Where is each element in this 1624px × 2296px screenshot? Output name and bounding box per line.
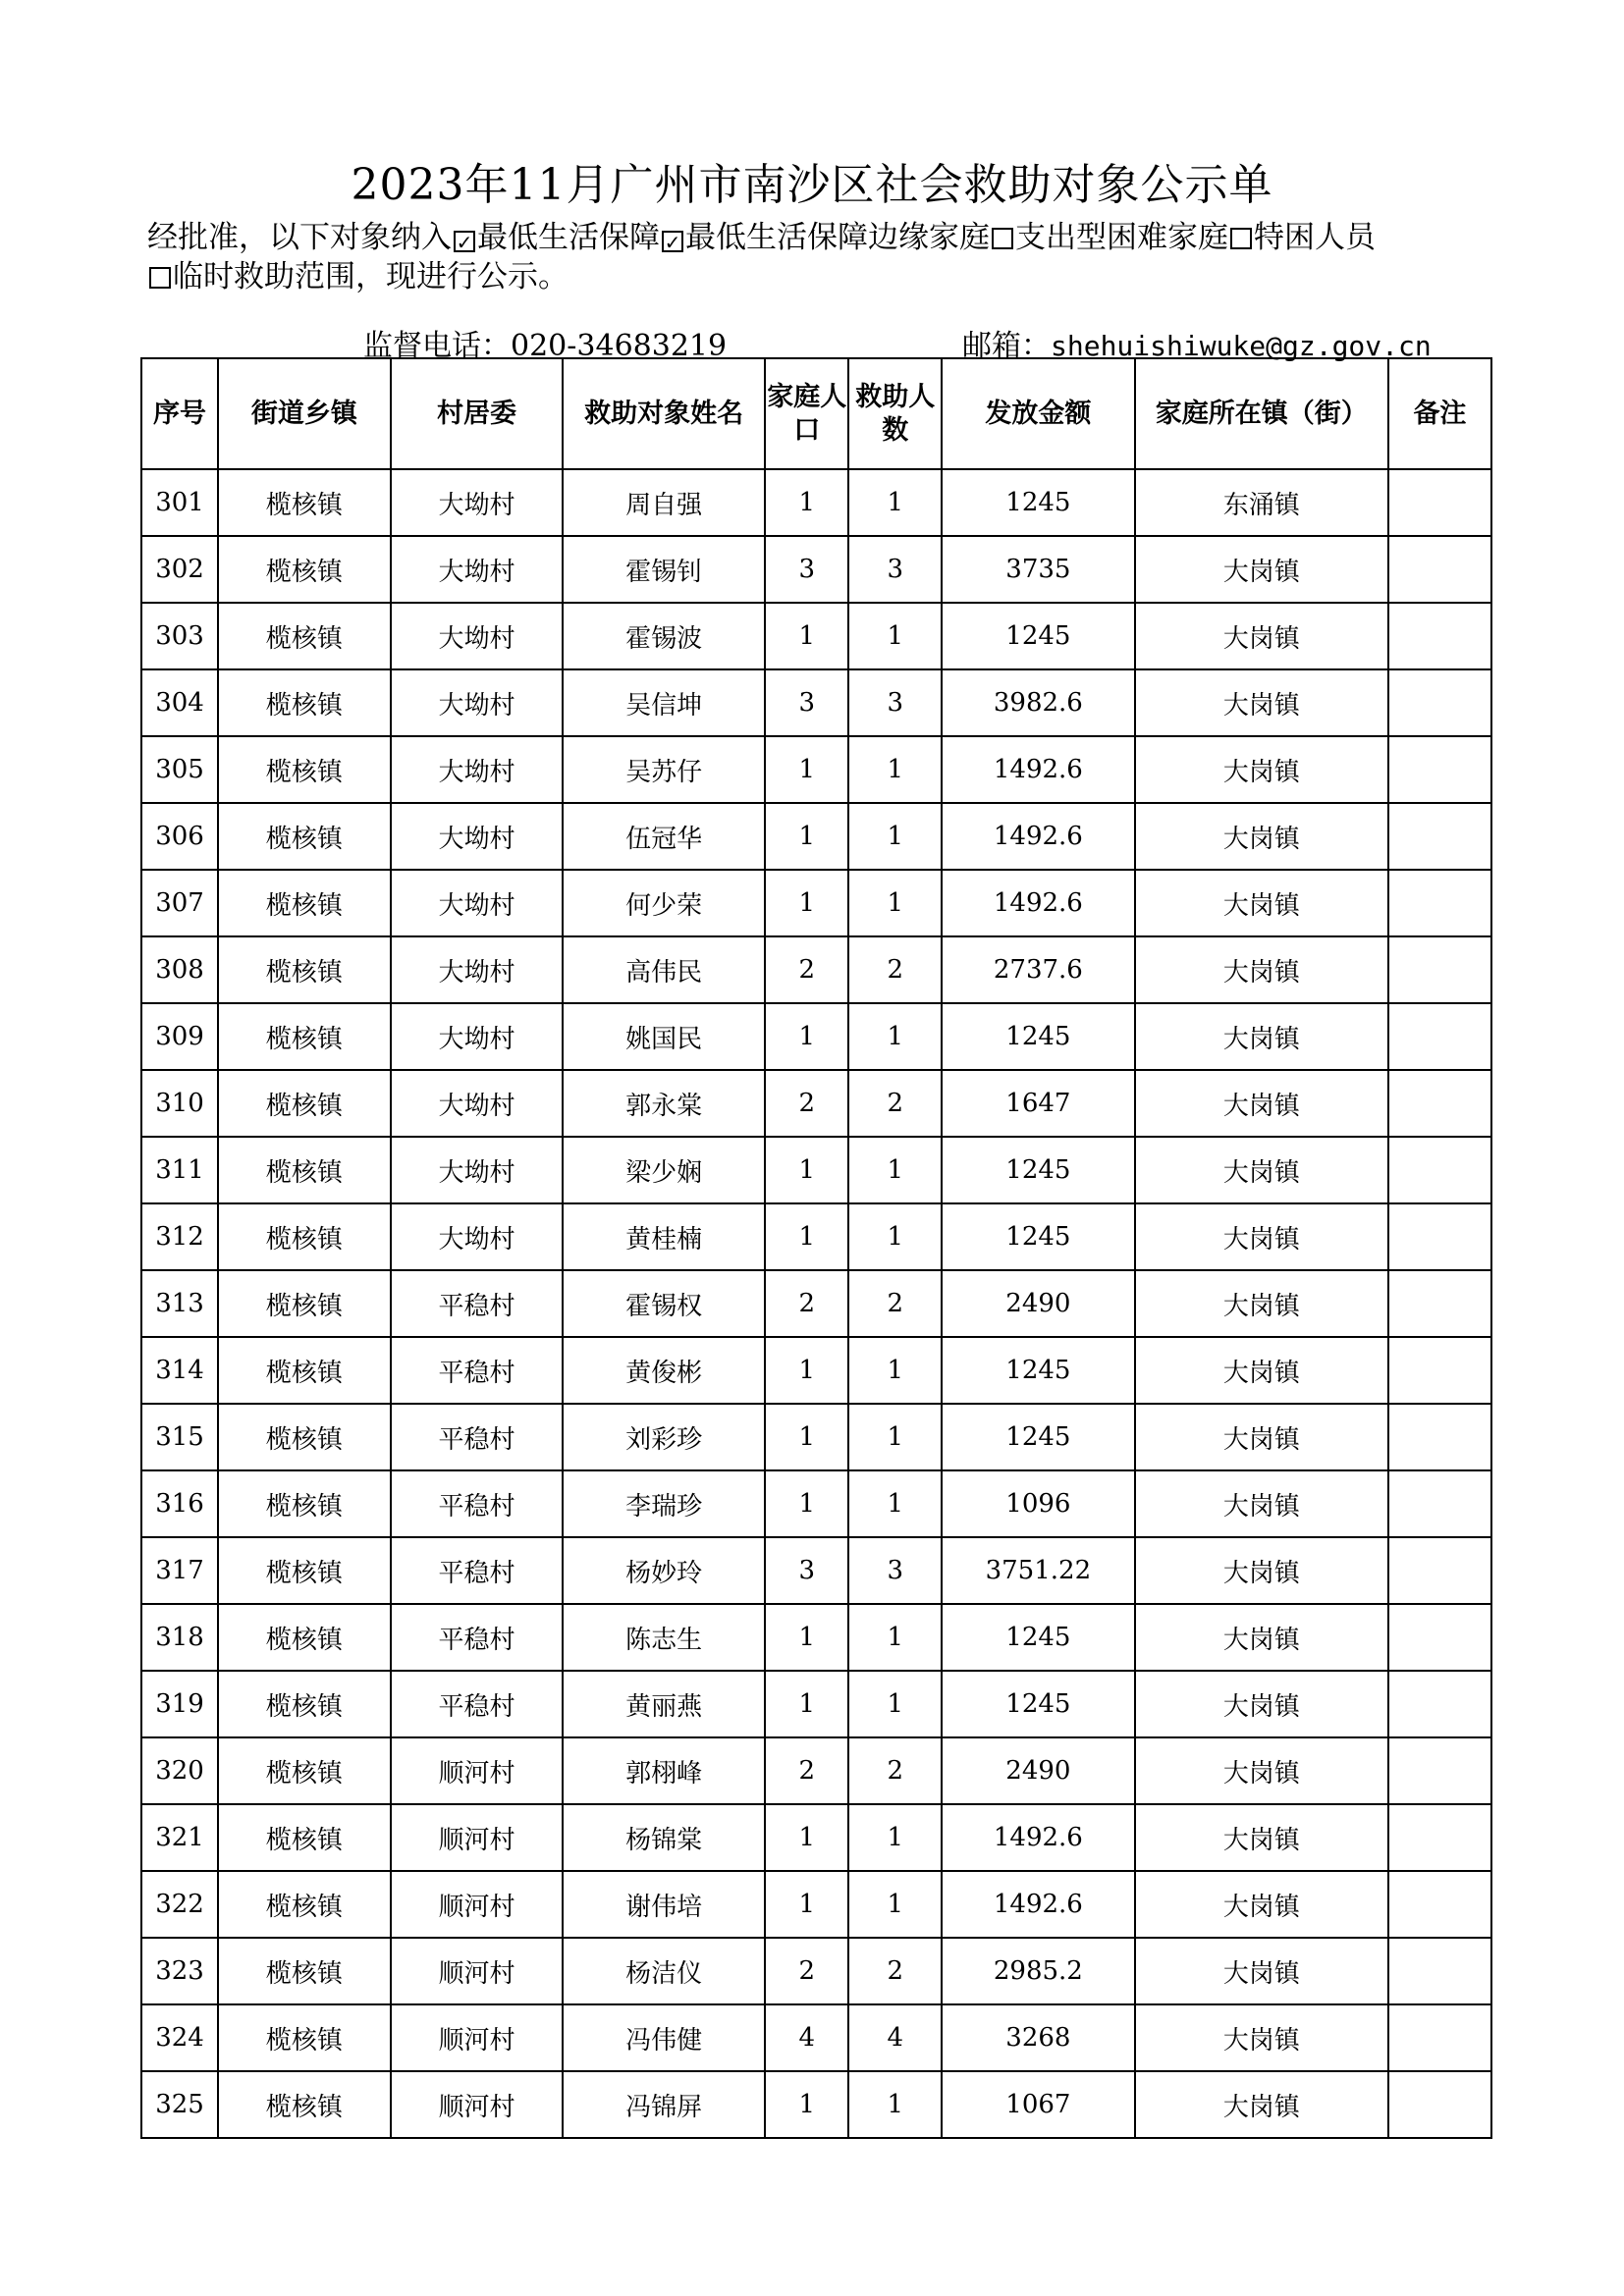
cell-amount: 1245	[942, 1203, 1135, 1270]
cell-amount: 1245	[942, 1604, 1135, 1671]
cell-home-town: 大岗镇	[1135, 1737, 1388, 1804]
cell-subdistrict: 榄核镇	[218, 536, 391, 603]
cell-village: 大坳村	[391, 669, 564, 736]
cell-remarks	[1388, 603, 1491, 669]
cell-household-size: 1	[765, 803, 849, 870]
table-row	[141, 1270, 1491, 1337]
cell-household-size: 2	[765, 936, 849, 1003]
cell-household-size: 1	[765, 1137, 849, 1203]
cell-serial: 310	[141, 1070, 218, 1137]
table-header-row	[141, 358, 1491, 469]
cell-village: 平稳村	[391, 1604, 564, 1671]
cell-subdistrict: 榄核镇	[218, 669, 391, 736]
cell-recipient-name: 陈志生	[563, 1604, 765, 1671]
cell-household-size: 3	[765, 1537, 849, 1604]
cell-remarks	[1388, 1470, 1491, 1537]
table-row	[141, 669, 1491, 736]
cell-amount: 2737.6	[942, 936, 1135, 1003]
cell-remarks	[1388, 2071, 1491, 2138]
cell-remarks	[1388, 1671, 1491, 1737]
notice-suffix: 范围，现进行公示。	[295, 259, 568, 294]
cell-amount: 1245	[942, 1337, 1135, 1404]
cell-village: 大坳村	[391, 1003, 564, 1070]
table-row	[141, 1203, 1491, 1270]
cell-aided-count: 1	[848, 1871, 942, 1938]
cell-home-town: 大岗镇	[1135, 1137, 1388, 1203]
cell-aided-count: 1	[848, 1804, 942, 1871]
header-aided-count: 救助人数	[848, 358, 942, 469]
table-row	[141, 870, 1491, 936]
cell-subdistrict: 榄核镇	[218, 1003, 391, 1070]
cell-aided-count: 2	[848, 936, 942, 1003]
cell-serial: 322	[141, 1871, 218, 1938]
cell-subdistrict: 榄核镇	[218, 1871, 391, 1938]
table-row	[141, 536, 1491, 603]
cell-subdistrict: 榄核镇	[218, 1537, 391, 1604]
email-address: shehuishiwuke@gz.gov.cn	[1051, 330, 1432, 362]
cell-remarks	[1388, 1337, 1491, 1404]
cell-recipient-name: 杨锦棠	[563, 1804, 765, 1871]
cell-home-town: 大岗镇	[1135, 2004, 1388, 2071]
cell-household-size: 1	[765, 2071, 849, 2138]
cell-home-town: 大岗镇	[1135, 1804, 1388, 1871]
table-row	[141, 1604, 1491, 1671]
cell-subdistrict: 榄核镇	[218, 870, 391, 936]
cell-aided-count: 1	[848, 803, 942, 870]
table-row	[141, 1671, 1491, 1737]
cell-village: 大坳村	[391, 736, 564, 803]
cell-home-town: 大岗镇	[1135, 1537, 1388, 1604]
cell-household-size: 2	[765, 1737, 849, 1804]
cell-aided-count: 1	[848, 2071, 942, 2138]
cell-aided-count: 2	[848, 1270, 942, 1337]
cell-recipient-name: 杨妙玲	[563, 1537, 765, 1604]
cell-household-size: 1	[765, 1804, 849, 1871]
cell-recipient-name: 郭永棠	[563, 1070, 765, 1137]
cell-aided-count: 4	[848, 2004, 942, 2071]
table-row	[141, 2071, 1491, 2138]
cell-amount: 1245	[942, 1137, 1135, 1203]
cell-recipient-name: 吴信坤	[563, 669, 765, 736]
cell-village: 平稳村	[391, 1337, 564, 1404]
table-row	[141, 736, 1491, 803]
cell-subdistrict: 榄核镇	[218, 1070, 391, 1137]
cell-remarks	[1388, 1404, 1491, 1470]
cell-amount: 1492.6	[942, 1804, 1135, 1871]
cell-amount: 1647	[942, 1070, 1135, 1137]
cell-household-size: 2	[765, 1270, 849, 1337]
table-row	[141, 603, 1491, 669]
cell-aided-count: 2	[848, 1938, 942, 2004]
cell-home-town: 大岗镇	[1135, 536, 1388, 603]
cell-recipient-name: 梁少娴	[563, 1137, 765, 1203]
option-label: 支出型困难家庭	[1015, 220, 1228, 255]
table-row	[141, 1337, 1491, 1404]
cell-serial: 308	[141, 936, 218, 1003]
cell-recipient-name: 何少荣	[563, 870, 765, 936]
cell-amount: 2985.2	[942, 1938, 1135, 2004]
cell-village: 大坳村	[391, 1203, 564, 1270]
cell-aided-count: 2	[848, 1070, 942, 1137]
header-recipient-name: 救助对象姓名	[563, 358, 765, 469]
cell-subdistrict: 榄核镇	[218, 1137, 391, 1203]
cell-recipient-name: 霍锡波	[563, 603, 765, 669]
cell-household-size: 3	[765, 536, 849, 603]
cell-recipient-name: 冯锦屏	[563, 2071, 765, 2138]
cell-village: 顺河村	[391, 1737, 564, 1804]
header-subdistrict: 街道乡镇	[218, 358, 391, 469]
cell-recipient-name: 郭栩峰	[563, 1737, 765, 1804]
header-serial: 序号	[141, 358, 218, 469]
table-row	[141, 1871, 1491, 1938]
cell-village: 平稳村	[391, 1537, 564, 1604]
cell-village: 大坳村	[391, 870, 564, 936]
cell-serial: 302	[141, 536, 218, 603]
cell-serial: 301	[141, 469, 218, 536]
cell-amount: 1492.6	[942, 736, 1135, 803]
table-row	[141, 1804, 1491, 1871]
cell-household-size: 1	[765, 1003, 849, 1070]
cell-recipient-name: 杨洁仪	[563, 1938, 765, 2004]
cell-home-town: 大岗镇	[1135, 1203, 1388, 1270]
cell-remarks	[1388, 1537, 1491, 1604]
cell-recipient-name: 李瑞珍	[563, 1470, 765, 1537]
cell-village: 顺河村	[391, 1938, 564, 2004]
cell-village: 平稳村	[391, 1270, 564, 1337]
cell-village: 顺河村	[391, 1871, 564, 1938]
cell-home-town: 大岗镇	[1135, 803, 1388, 870]
phone-label: 监督电话：	[363, 329, 511, 363]
checkbox-icon: ✓	[454, 231, 475, 252]
cell-home-town: 大岗镇	[1135, 936, 1388, 1003]
page-title: 2023年11月广州市南沙区社会救助对象公示单	[351, 160, 1273, 210]
cell-recipient-name: 吴苏仔	[563, 736, 765, 803]
cell-aided-count: 1	[848, 1470, 942, 1537]
table-row	[141, 469, 1491, 536]
cell-recipient-name: 霍锡权	[563, 1270, 765, 1337]
cell-household-size: 1	[765, 1470, 849, 1537]
cell-aided-count: 1	[848, 603, 942, 669]
cell-household-size: 3	[765, 669, 849, 736]
cell-household-size: 1	[765, 1671, 849, 1737]
cell-serial: 314	[141, 1337, 218, 1404]
cell-serial: 306	[141, 803, 218, 870]
cell-recipient-name: 高伟民	[563, 936, 765, 1003]
checkbox-icon	[149, 267, 171, 289]
option-label: 最低生活保障边缘家庭	[685, 220, 990, 255]
cell-remarks	[1388, 1871, 1491, 1938]
cell-serial: 318	[141, 1604, 218, 1671]
cell-household-size: 1	[765, 1604, 849, 1671]
cell-amount: 1492.6	[942, 803, 1135, 870]
cell-remarks	[1388, 736, 1491, 803]
cell-subdistrict: 榄核镇	[218, 936, 391, 1003]
cell-aided-count: 1	[848, 1137, 942, 1203]
cell-subdistrict: 榄核镇	[218, 603, 391, 669]
cell-household-size: 1	[765, 603, 849, 669]
cell-recipient-name: 冯伟健	[563, 2004, 765, 2071]
cell-serial: 309	[141, 1003, 218, 1070]
cell-aided-count: 1	[848, 1203, 942, 1270]
header-amount: 发放金额	[942, 358, 1135, 469]
header-remarks: 备注	[1388, 358, 1491, 469]
cell-village: 顺河村	[391, 2071, 564, 2138]
cell-remarks	[1388, 1137, 1491, 1203]
cell-subdistrict: 榄核镇	[218, 1671, 391, 1737]
cell-remarks	[1388, 1604, 1491, 1671]
cell-serial: 323	[141, 1938, 218, 2004]
table-body	[141, 469, 1491, 2138]
cell-serial: 325	[141, 2071, 218, 2138]
option-label: 临时救助	[173, 259, 295, 294]
cell-aided-count: 2	[848, 1737, 942, 1804]
cell-home-town: 大岗镇	[1135, 870, 1388, 936]
cell-amount: 3751.22	[942, 1537, 1135, 1604]
email-label: 邮箱：	[962, 329, 1051, 363]
cell-village: 大坳村	[391, 536, 564, 603]
cell-amount: 3982.6	[942, 669, 1135, 736]
cell-recipient-name: 黄桂楠	[563, 1203, 765, 1270]
table-row	[141, 936, 1491, 1003]
cell-subdistrict: 榄核镇	[218, 469, 391, 536]
cell-subdistrict: 榄核镇	[218, 2071, 391, 2138]
cell-amount: 1245	[942, 603, 1135, 669]
cell-household-size: 1	[765, 736, 849, 803]
notice-prefix: 经批准，以下对象纳入	[147, 220, 452, 255]
cell-village: 大坳村	[391, 1070, 564, 1137]
table-row	[141, 2004, 1491, 2071]
cell-subdistrict: 榄核镇	[218, 1404, 391, 1470]
table-row	[141, 1938, 1491, 2004]
cell-serial: 307	[141, 870, 218, 936]
cell-home-town: 大岗镇	[1135, 1938, 1388, 2004]
cell-serial: 305	[141, 736, 218, 803]
cell-aided-count: 3	[848, 669, 942, 736]
cell-remarks	[1388, 2004, 1491, 2071]
cell-subdistrict: 榄核镇	[218, 1604, 391, 1671]
checkbox-icon	[992, 228, 1013, 249]
cell-remarks	[1388, 1203, 1491, 1270]
cell-household-size: 1	[765, 1871, 849, 1938]
cell-aided-count: 1	[848, 1404, 942, 1470]
cell-subdistrict: 榄核镇	[218, 1203, 391, 1270]
table-row	[141, 1470, 1491, 1537]
table-row	[141, 1003, 1491, 1070]
cell-village: 顺河村	[391, 2004, 564, 2071]
cell-village: 大坳村	[391, 1137, 564, 1203]
cell-aided-count: 1	[848, 1003, 942, 1070]
table-row	[141, 803, 1491, 870]
cell-home-town: 东涌镇	[1135, 469, 1388, 536]
cell-village: 大坳村	[391, 803, 564, 870]
cell-recipient-name: 霍锡钊	[563, 536, 765, 603]
cell-subdistrict: 榄核镇	[218, 1938, 391, 2004]
cell-remarks	[1388, 1270, 1491, 1337]
cell-remarks	[1388, 1804, 1491, 1871]
cell-subdistrict: 榄核镇	[218, 803, 391, 870]
cell-subdistrict: 榄核镇	[218, 1270, 391, 1337]
cell-home-town: 大岗镇	[1135, 1270, 1388, 1337]
cell-serial: 317	[141, 1537, 218, 1604]
table-row	[141, 1070, 1491, 1137]
cell-serial: 321	[141, 1804, 218, 1871]
cell-aided-count: 1	[848, 1604, 942, 1671]
cell-home-town: 大岗镇	[1135, 1604, 1388, 1671]
cell-household-size: 2	[765, 1070, 849, 1137]
cell-subdistrict: 榄核镇	[218, 1470, 391, 1537]
checkbox-icon	[1230, 228, 1252, 249]
cell-village: 平稳村	[391, 1470, 564, 1537]
cell-remarks	[1388, 1938, 1491, 2004]
cell-subdistrict: 榄核镇	[218, 1804, 391, 1871]
cell-serial: 311	[141, 1137, 218, 1203]
cell-amount: 1067	[942, 2071, 1135, 2138]
cell-serial: 315	[141, 1404, 218, 1470]
cell-home-town: 大岗镇	[1135, 1404, 1388, 1470]
header-village: 村居委	[391, 358, 564, 469]
cell-recipient-name: 刘彩珍	[563, 1404, 765, 1470]
cell-subdistrict: 榄核镇	[218, 2004, 391, 2071]
cell-aided-count: 1	[848, 870, 942, 936]
cell-remarks	[1388, 1003, 1491, 1070]
cell-amount: 1096	[942, 1470, 1135, 1537]
cell-remarks	[1388, 803, 1491, 870]
cell-serial: 324	[141, 2004, 218, 2071]
checkbox-icon: ✓	[662, 231, 683, 252]
cell-home-town: 大岗镇	[1135, 1871, 1388, 1938]
cell-subdistrict: 榄核镇	[218, 1737, 391, 1804]
cell-amount: 3735	[942, 536, 1135, 603]
cell-home-town: 大岗镇	[1135, 1003, 1388, 1070]
cell-home-town: 大岗镇	[1135, 669, 1388, 736]
cell-home-town: 大岗镇	[1135, 736, 1388, 803]
cell-serial: 316	[141, 1470, 218, 1537]
cell-aided-count: 3	[848, 1537, 942, 1604]
cell-remarks	[1388, 669, 1491, 736]
cell-remarks	[1388, 536, 1491, 603]
cell-village: 顺河村	[391, 1804, 564, 1871]
table-row	[141, 1137, 1491, 1203]
cell-aided-count: 1	[848, 736, 942, 803]
table-row	[141, 1404, 1491, 1470]
cell-serial: 312	[141, 1203, 218, 1270]
cell-household-size: 1	[765, 870, 849, 936]
cell-subdistrict: 榄核镇	[218, 1337, 391, 1404]
cell-home-town: 大岗镇	[1135, 1070, 1388, 1137]
cell-amount: 1245	[942, 1404, 1135, 1470]
cell-serial: 313	[141, 1270, 218, 1337]
cell-recipient-name: 黄俊彬	[563, 1337, 765, 1404]
cell-amount: 2490	[942, 1270, 1135, 1337]
cell-remarks	[1388, 870, 1491, 936]
cell-aided-count: 1	[848, 1671, 942, 1737]
cell-recipient-name: 周自强	[563, 469, 765, 536]
cell-amount: 3268	[942, 2004, 1135, 2071]
cell-amount: 1492.6	[942, 1871, 1135, 1938]
option-label: 最低生活保障	[477, 220, 660, 255]
cell-village: 平稳村	[391, 1671, 564, 1737]
table-row	[141, 1737, 1491, 1804]
assistance-table	[140, 357, 1492, 2139]
cell-household-size: 1	[765, 1337, 849, 1404]
table-row	[141, 1537, 1491, 1604]
option-label: 特困人员	[1254, 220, 1376, 255]
cell-village: 平稳村	[391, 1404, 564, 1470]
cell-home-town: 大岗镇	[1135, 603, 1388, 669]
cell-serial: 320	[141, 1737, 218, 1804]
cell-household-size: 1	[765, 1203, 849, 1270]
header-home-town: 家庭所在镇（街）	[1135, 358, 1388, 469]
cell-recipient-name: 谢伟培	[563, 1871, 765, 1938]
cell-village: 大坳村	[391, 469, 564, 536]
cell-amount: 1245	[942, 1671, 1135, 1737]
notice-text	[147, 218, 1502, 296]
cell-amount: 1245	[942, 1003, 1135, 1070]
cell-amount: 2490	[942, 1737, 1135, 1804]
phone-number: 020-34683219	[511, 329, 728, 363]
cell-household-size: 4	[765, 2004, 849, 2071]
cell-aided-count: 3	[848, 536, 942, 603]
cell-home-town: 大岗镇	[1135, 1470, 1388, 1537]
cell-aided-count: 1	[848, 1337, 942, 1404]
cell-remarks	[1388, 1737, 1491, 1804]
cell-village: 大坳村	[391, 936, 564, 1003]
cell-household-size: 2	[765, 1938, 849, 2004]
cell-remarks	[1388, 936, 1491, 1003]
header-household-size: 家庭人口	[765, 358, 849, 469]
cell-recipient-name: 姚国民	[563, 1003, 765, 1070]
cell-recipient-name: 黄丽燕	[563, 1671, 765, 1737]
cell-amount: 1245	[942, 469, 1135, 536]
cell-serial: 303	[141, 603, 218, 669]
cell-household-size: 1	[765, 469, 849, 536]
cell-home-town: 大岗镇	[1135, 1671, 1388, 1737]
cell-subdistrict: 榄核镇	[218, 736, 391, 803]
cell-aided-count: 1	[848, 469, 942, 536]
cell-remarks	[1388, 469, 1491, 536]
cell-remarks	[1388, 1070, 1491, 1137]
cell-home-town: 大岗镇	[1135, 1337, 1388, 1404]
cell-amount: 1492.6	[942, 870, 1135, 936]
cell-household-size: 1	[765, 1404, 849, 1470]
cell-serial: 304	[141, 669, 218, 736]
cell-recipient-name: 伍冠华	[563, 803, 765, 870]
cell-village: 大坳村	[391, 603, 564, 669]
cell-serial: 319	[141, 1671, 218, 1737]
cell-home-town: 大岗镇	[1135, 2071, 1388, 2138]
